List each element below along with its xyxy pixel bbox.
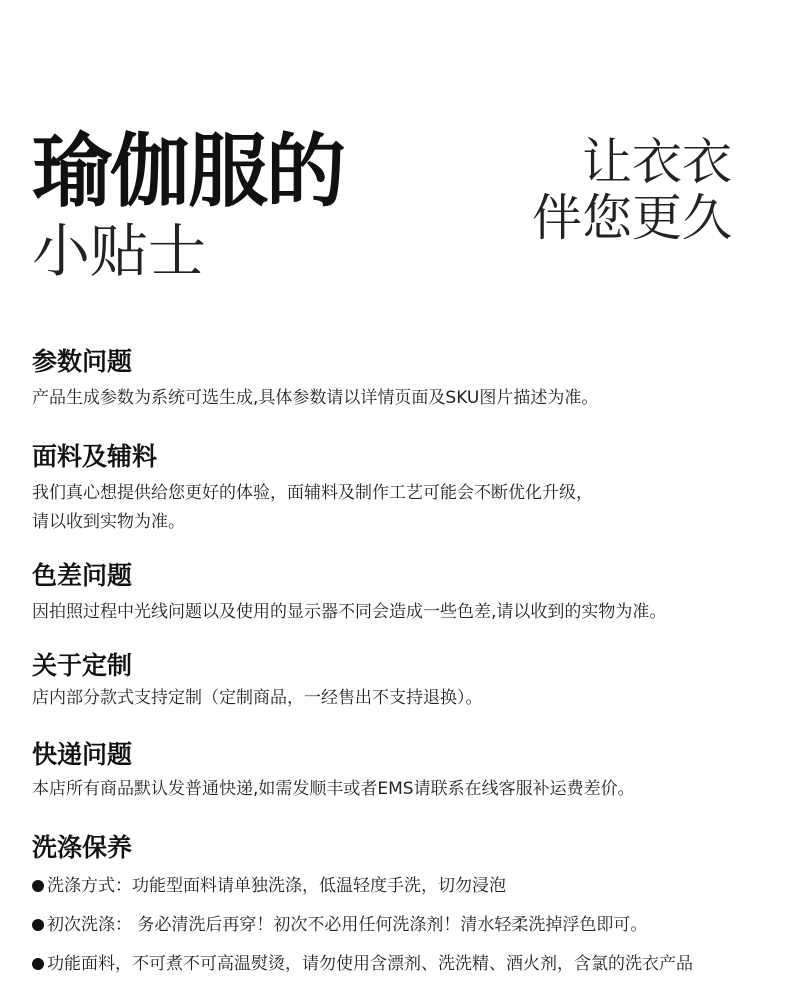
section-body-line: 店内部分款式支持定制（定制商品，一经售出不支持退换）。 [32, 688, 483, 708]
list-item-text: 初次洗涤： 务必清洗后再穿！初次不必用任何洗涤剂！清水轻柔洗掉浮色即可。 [47, 915, 648, 935]
slogan-line-1: 让衣衣 [582, 133, 732, 191]
bullet-dot-icon [32, 880, 44, 892]
section-title: 快递问题 [32, 740, 133, 769]
section-body-line: 产品生成参数为系统可选生成,具体参数请以详情页面及SKU图片描述为准。 [32, 388, 599, 408]
section-delivery [32, 739, 752, 804]
list-item-text: 洗涤方式：功能型面料请单独洗涤，低温轻度手洗，切勿浸泡 [47, 876, 506, 896]
care-list [32, 867, 752, 984]
section-washing-care [32, 832, 752, 984]
section-title: 关于定制 [32, 651, 133, 680]
section-body-line: 本店所有商品默认发普通快递,如需发顺丰或者EMS请联系在线客服补运费差价。 [32, 779, 635, 799]
section-parameters [32, 346, 752, 413]
section-customization [32, 650, 752, 713]
slogan-line-2: 伴您更久 [532, 189, 732, 247]
hero-title: 瑜伽服的 [32, 125, 344, 218]
list-item [32, 867, 752, 906]
section-fabrics [32, 441, 752, 537]
list-item [32, 906, 752, 945]
section-body-line: 请以收到实物为准。 [32, 512, 185, 532]
bullet-dot-icon [32, 919, 44, 931]
list-item-text: 功能面料，不可煮不可高温熨烫，请勿使用含漂剂、洗洗精、酒火剂，含氯的洗衣产品 [47, 954, 693, 974]
section-title: 洗涤保养 [32, 833, 133, 862]
section-title: 参数问题 [32, 347, 133, 376]
section-color-difference [32, 560, 752, 627]
section-title: 面料及辅料 [32, 442, 158, 471]
section-title: 色差问题 [32, 561, 133, 590]
section-body-line: 我们真心想提供给您更好的体验，面辅料及制作工艺可能会不断优化升级， [32, 483, 593, 503]
section-body-line: 因拍照过程中光线问题以及使用的显示器不同会造成一些色差,请以收到的实物为准。 [32, 602, 667, 622]
slogan [532, 134, 732, 246]
hero-subtitle: 小贴士 [32, 217, 207, 285]
list-item [32, 945, 752, 984]
